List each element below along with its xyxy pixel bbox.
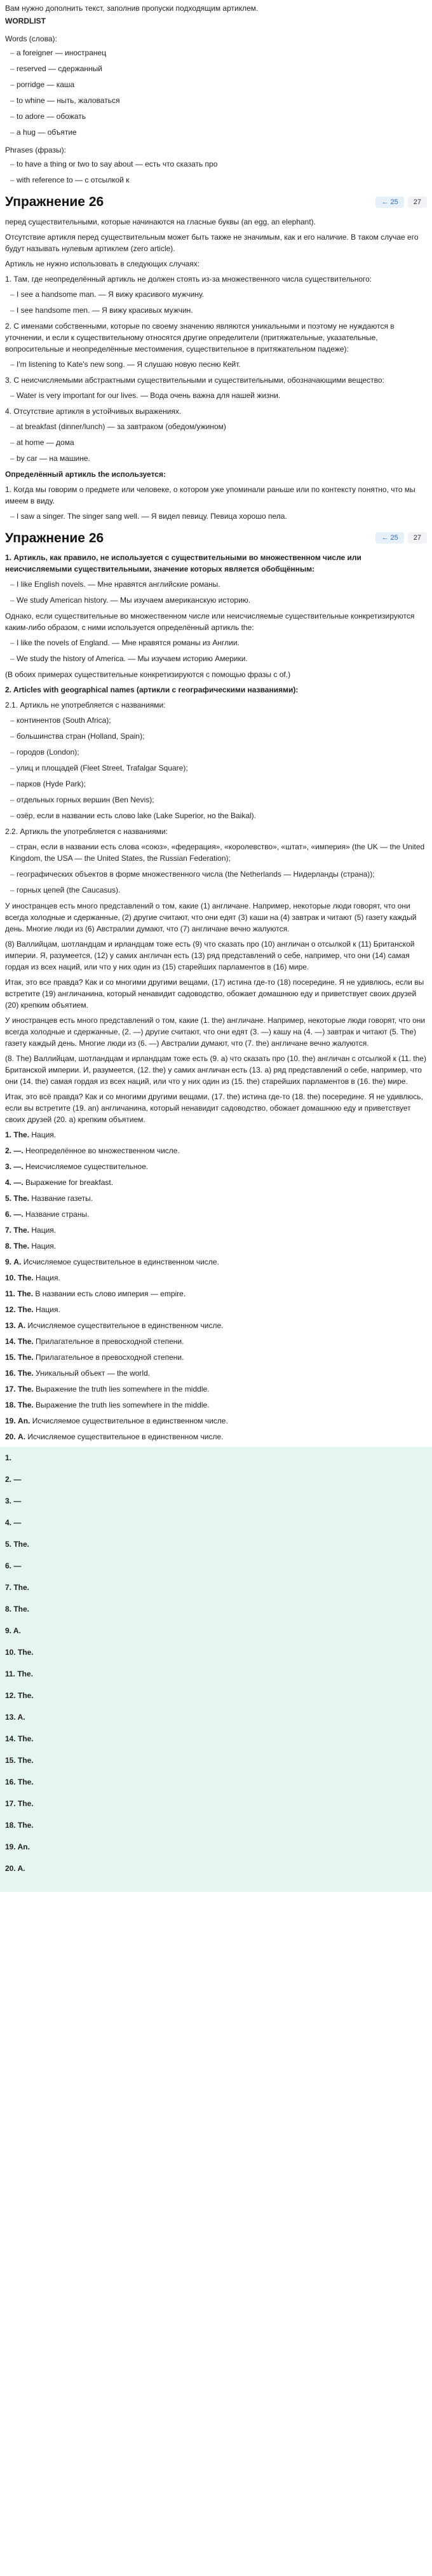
answer-number: 12. [5, 1305, 16, 1314]
blank-label: 8. The. [5, 1605, 30, 1613]
blank-row [5, 1733, 427, 1744]
answer-article: —. [13, 1210, 24, 1219]
answer-comment: Неопределённое во множественном числе. [25, 1146, 180, 1155]
answer-article: A. [18, 1432, 26, 1441]
exercise-title: Упражнение 26 [5, 195, 104, 209]
answer-number: 9. [5, 1257, 12, 1266]
answer-article: —. [13, 1146, 24, 1155]
answer-comment: Нация. [31, 1130, 57, 1139]
list-item: – at home — дома [10, 437, 427, 448]
answer-article: The. [13, 1226, 30, 1235]
phrases-list [5, 158, 427, 186]
paragraph: Однако, если существительные во множественном числе или неисчисляемые существительные конкретизируются каким-либо образом, с ними используется определённый артикль the: [5, 612, 415, 632]
answer-row [5, 1431, 427, 1442]
exercise-header [5, 528, 427, 549]
list-item: – I see handsome men. — Я вижу красивых мужчин. [10, 305, 427, 316]
list-item: – I like English novels. — Мне нравятся английские романы. [10, 579, 427, 590]
paragraph: Итак, это все правда? Как и со многими другими вещами, (17) истина где-то (18) посередине. Я не удивлюсь, если вы встретите (19) англичанина, который ненавидит садоводство, обожает домашнюю еду и приветствует своих друзей (20) крепким объятием. [5, 978, 424, 1010]
blank-label: 12. The. [5, 1691, 34, 1700]
answer-row [5, 1272, 427, 1284]
answer-row [5, 1320, 427, 1331]
example-list [5, 715, 427, 821]
example-list [5, 421, 427, 464]
list-item: – Water is very important for our lives. — Вода очень важна для нашей жизни. [10, 390, 427, 401]
blank-row [5, 1690, 427, 1701]
paragraph: Определённый артикль the используется: [5, 469, 166, 479]
answer-number: 18. [5, 1401, 16, 1409]
answer-article: The. [17, 1289, 34, 1298]
example-list [5, 289, 427, 316]
answer-comment: Неисчисляемое существительное. [25, 1162, 149, 1171]
answer-article: The. [18, 1337, 34, 1346]
answer-row [5, 1352, 427, 1363]
answer-comment: Нация. [36, 1273, 60, 1282]
answer-row [5, 1129, 427, 1141]
blank-label: 10. The. [5, 1648, 34, 1657]
list-item: – porridge — каша [10, 79, 427, 90]
blank-row [5, 1776, 427, 1788]
list-item: – горных цепей (the Caucasus). [10, 884, 427, 896]
blank-row [5, 1603, 427, 1615]
pager [375, 532, 427, 544]
answer-article: The. [13, 1194, 30, 1203]
answer-article: The. [13, 1130, 30, 1139]
example-list [5, 637, 427, 664]
answer-number: 16. [5, 1369, 16, 1378]
answer-article: A. [13, 1257, 22, 1266]
answer-comment: Исчисляемое существительное в единственном числе. [27, 1321, 224, 1330]
list-item: – большинства стран (Holland, Spain); [10, 730, 427, 742]
paragraph: 1. Артикль, как правило, не используется с существительными во множественном числе или неисчисляемыми существительными, значение которых является обобщённым: [5, 553, 361, 573]
answer-number: 5. [5, 1194, 12, 1203]
blank-label: 14. The. [5, 1734, 34, 1743]
example-list [5, 841, 427, 896]
example-list [5, 510, 427, 522]
paragraph: перед существительными, которые начинаются на гласные буквы (an egg, an elephant). [5, 217, 316, 226]
blank-label: 2. — [5, 1475, 22, 1484]
paragraph: Итак, это всё правда? Как и со многими другими вещами, (17. the) истина где-то (18. the) посередине. Я не удивлюсь, если вы встретите (19. an) англичанина, который ненавидит садоводство, обожает домашнюю еду и приветствует своих друзей (20. a) крепким объятием. [5, 1092, 423, 1124]
answer-row [5, 1415, 427, 1427]
list-item: – a hug — объятие [10, 127, 427, 138]
answer-number: 14. [5, 1337, 16, 1346]
wordlist-title: WORDLIST [5, 17, 46, 25]
answer-number: 6. [5, 1210, 12, 1219]
paragraph: У иностранцев есть много представлений о том, какие (1. the) англичане. Например, некоторые люди говорят, что они всегда холодные и сдержанные, (2. —) другие считают, что они едят (3. —) кашу на (4. —) завтрак и читают (5. The) газету каждый день. Многие люди из (6. —) Австралии думают, что (7. the) англичане вечно жалуются. [5, 1016, 426, 1048]
answer-number: 20. [5, 1432, 16, 1441]
answer-row [5, 1256, 427, 1268]
blank-label: 11. The. [5, 1669, 34, 1678]
blank-row [5, 1495, 427, 1507]
blank-label: 20. A. [5, 1864, 25, 1873]
blank-row [5, 1798, 427, 1809]
answer-article: The. [18, 1305, 34, 1314]
blank-label: 6. — [5, 1561, 22, 1570]
list-item: – географических объектов в форме множественного числа (the Netherlands — Нидерланды (страна)); [10, 868, 427, 880]
blank-label: 4. — [5, 1518, 22, 1527]
list-item: – I like the novels of England. — Мне нравятся романы из Англии. [10, 637, 427, 648]
list-item: – We study American history. — Мы изучаем американскую историю. [10, 594, 427, 606]
answer-comment: Выражение for breakfast. [25, 1178, 114, 1187]
list-item: – to adore — обожать [10, 111, 427, 122]
paragraph: (8) Валлийцам, шотландцам и ирландцам тоже есть (9) что сказать про (10) англичан о отсылкой к (11) Британской империи. Я, разумеется, (12) у самих англичан есть (13) ряд представлений о себе, например, что они (14) самая гордая из всех наций, или что у них один из (15) старейших парламентов в (16) мире. [5, 940, 415, 971]
list-item: – to have a thing or two to say about — есть что сказать про [10, 158, 427, 170]
blank-label: 7. The. [5, 1583, 30, 1592]
words-list [5, 47, 427, 138]
answer-comment: Исчисляемое существительное в единственном числе. [27, 1432, 224, 1441]
answer-comment: Прилагательное в превосходной степени. [36, 1337, 184, 1346]
answer-number: 2. [5, 1146, 12, 1155]
answer-number: 4. [5, 1178, 12, 1187]
list-item: – I'm listening to Kate's new song. — Я слушаю новую песню Кейт. [10, 359, 427, 370]
words-heading: Words (слова): [5, 34, 57, 43]
answer-article: The. [18, 1353, 34, 1362]
answer-row [5, 1367, 427, 1379]
paragraph: Артикль не нужно использовать в следующих случаях: [5, 259, 200, 268]
answer-row [5, 1224, 427, 1236]
blank-label: 15. The. [5, 1756, 34, 1765]
example-list [5, 579, 427, 606]
list-item: – городов (London); [10, 746, 427, 758]
blank-row [5, 1647, 427, 1658]
blank-row [5, 1582, 427, 1593]
answer-comment: Название страны. [25, 1210, 90, 1219]
answer-number: 13. [5, 1321, 16, 1330]
paragraph: У иностранцев есть много представлений о том, какие (1) англичане. Например, некоторые люди говорят, что они всегда холодные и сдержанные, (2) другие считают, что они едят (3) каши на (4) завтрак и читают (5) газету каждый день. Многие люди из (6) Австралии думают, что (7) англичане вечно жалуются. [5, 901, 417, 933]
blank-row [5, 1755, 427, 1766]
answer-row [5, 1177, 427, 1188]
blank-label: 5. The. [5, 1540, 30, 1549]
answer-number: 1. [5, 1130, 12, 1139]
answer-row [5, 1240, 427, 1252]
blank-row [5, 1668, 427, 1680]
blank-label: 13. A. [5, 1713, 25, 1722]
answers-list [5, 1129, 427, 1442]
blank-row [5, 1841, 427, 1853]
blank-row [5, 1819, 427, 1831]
answer-comment: Исчисляемое существительное в единственном числе. [32, 1416, 228, 1425]
list-item: – континентов (South Africa); [10, 715, 427, 726]
blank-row [5, 1863, 427, 1874]
blank-row [5, 1560, 427, 1572]
list-item: – by car — на машине. [10, 453, 427, 464]
list-item: – отдельных горных вершин (Ben Nevis); [10, 794, 427, 805]
list-item: – стран, если в названии есть слова «союз», «федерация», «королевство», «штат», «империя» (the UK — the United Kingdom, the USA — the United States, the Russian Federation); [10, 841, 427, 864]
list-item: – улиц и площадей (Fleet Street, Trafalgar Square); [10, 762, 427, 774]
paragraph: 3. С неисчисляемыми абстрактными существительными и существительными, обозначающими вещество: [5, 375, 384, 385]
answer-article: The. [18, 1369, 34, 1378]
answer-comment: Нация. [36, 1305, 60, 1314]
example-list [5, 359, 427, 370]
answer-row [5, 1383, 427, 1395]
list-item: – озёр, если в названии есть слово lake (Lake Superior, но the Baikal). [10, 810, 427, 821]
paragraph: 2. Articles with geographical names (артикли с географическими названиями): [5, 685, 299, 694]
answer-row [5, 1336, 427, 1347]
answer-row [5, 1209, 427, 1220]
paragraph: Отсутствие артикля перед существительным может быть также не значимым, как и его наличие. В таком случае его будут называть нулевым артиклем (zero article). [5, 232, 419, 253]
answer-number: 10. [5, 1273, 16, 1282]
answer-row [5, 1145, 427, 1156]
prev-exercise-button[interactable]: ← 25 [375, 196, 403, 208]
paragraph: 2. С именами собственными, которые по своему значению являются уникальными и поэтому не нуждаются в уточнении, и если к существительному относятся другие определители (притяжательные, указательные, вопросительные и неопределённые местоимения, существительное в притяжательном падеже): [5, 321, 395, 353]
list-item: – a foreigner — иностранец [10, 47, 427, 58]
answer-number: 17. [5, 1385, 16, 1394]
current-exercise-button[interactable]: 27 [408, 532, 427, 544]
answer-article: The. [18, 1385, 34, 1394]
answer-number: 8. [5, 1242, 12, 1250]
list-item: – with reference to — с отсылкой к [10, 174, 427, 186]
answer-article: The. [18, 1273, 34, 1282]
answer-article: A. [18, 1321, 26, 1330]
paragraph: (В обоих примерах существительные конкретизируются с помощью фразы с of.) [5, 670, 291, 679]
paragraph: 4. Отсутствие артикля в устойчивых выражениях. [5, 406, 182, 416]
list-item: – I see a handsome man. — Я вижу красивого мужчину. [10, 289, 427, 300]
answer-article: —. [13, 1178, 24, 1187]
paragraph: 2.1. Артикль не употребляется с названиями: [5, 701, 166, 709]
list-item: – reserved — сдержанный [10, 63, 427, 74]
blank-row [5, 1517, 427, 1528]
blank-row [5, 1625, 427, 1636]
answer-comment: Прилагательное в превосходной степени. [36, 1353, 184, 1362]
answer-row [5, 1161, 427, 1172]
blank-label: 18. The. [5, 1821, 34, 1830]
answer-comment: Выражение the truth lies somewhere in the middle. [36, 1401, 210, 1409]
blank-label: 9. A. [5, 1626, 21, 1635]
answer-row [5, 1399, 427, 1411]
paragraph: 1. Когда мы говорим о предмете или человеке, о котором уже упоминали раньше или по контексту понятно, что мы имеем в виду. [5, 484, 415, 505]
intro-text: Вам нужно дополнить текст, заполнив пропуски подходящим артиклем. [5, 4, 259, 13]
blank-label: 16. The. [5, 1778, 34, 1786]
paragraph: 1. Там, где неопределённый артикль не должен стоять из-за множественного числа существительного: [5, 274, 372, 284]
answer-row [5, 1193, 427, 1204]
answer-row [5, 1288, 427, 1299]
blank-row [5, 1452, 427, 1463]
answer-number: 7. [5, 1226, 12, 1235]
exercise-title: Упражнение 26 [5, 530, 104, 545]
blank-row [5, 1711, 427, 1723]
answer-number: 15. [5, 1353, 16, 1362]
list-item: – парков (Hyde Park); [10, 778, 427, 790]
list-item: – We study the history of America. — Мы изучаем историю Америки. [10, 653, 427, 664]
pager [375, 196, 427, 208]
blank-label: 3. — [5, 1497, 22, 1505]
blank-row [5, 1474, 427, 1485]
answer-number: 19. [5, 1416, 16, 1425]
blank-label: 1. [5, 1453, 12, 1462]
answer-number: 11. [5, 1289, 16, 1298]
paragraph: 2.2. Артикль the употребляется с названиями: [5, 827, 168, 836]
blank-label: 17. The. [5, 1799, 34, 1808]
answer-comment: Исчисляемое существительное в единственном числе. [23, 1257, 219, 1266]
current-exercise-button[interactable]: 27 [408, 196, 427, 208]
answer-comment: Выражение the truth lies somewhere in the middle. [36, 1385, 210, 1394]
answer-comment: Уникальный объект — the world. [36, 1369, 151, 1378]
blank-row [5, 1538, 427, 1550]
answer-comment: Нация. [31, 1242, 57, 1250]
example-list [5, 390, 427, 401]
exercise-header [5, 192, 427, 212]
answer-article: The. [13, 1242, 30, 1250]
answer-row [5, 1304, 427, 1315]
answer-article: —. [13, 1162, 24, 1171]
answer-article: The. [18, 1401, 34, 1409]
blank-label: 19. An. [5, 1842, 30, 1851]
phrases-heading: Phrases (фразы): [5, 146, 66, 154]
answer-comment: Нация. [31, 1226, 57, 1235]
answer-blanks-panel [0, 1447, 432, 1892]
answer-number: 3. [5, 1162, 12, 1171]
list-item: – to whine — ныть, жаловаться [10, 95, 427, 106]
prev-exercise-button[interactable]: ← 25 [375, 532, 403, 544]
answer-article: An. [18, 1416, 30, 1425]
answer-comment: Название газеты. [31, 1194, 93, 1203]
list-item: – I saw a singer. The singer sang well. — Я видел певицу. Певица хорошо пела. [10, 510, 427, 522]
answer-comment: В названии есть слово империя — empire. [35, 1289, 186, 1298]
paragraph: (8. The) Валлийцам, шотландцам и ирландцам тоже есть (9. a) что сказать про (10. the) англичан с отсылкой к (11. the) Британской империи. И, разумеется, (12. the) у самих англичан есть (13. a) ряд представлений о себе, например, что они (14. the) самая гордая из всех наций, или что у них один из (15. the) старейших парламентов в (16. the) мире. [5, 1054, 426, 1086]
list-item: – at breakfast (dinner/lunch) — за завтраком (обедом/ужином) [10, 421, 427, 432]
